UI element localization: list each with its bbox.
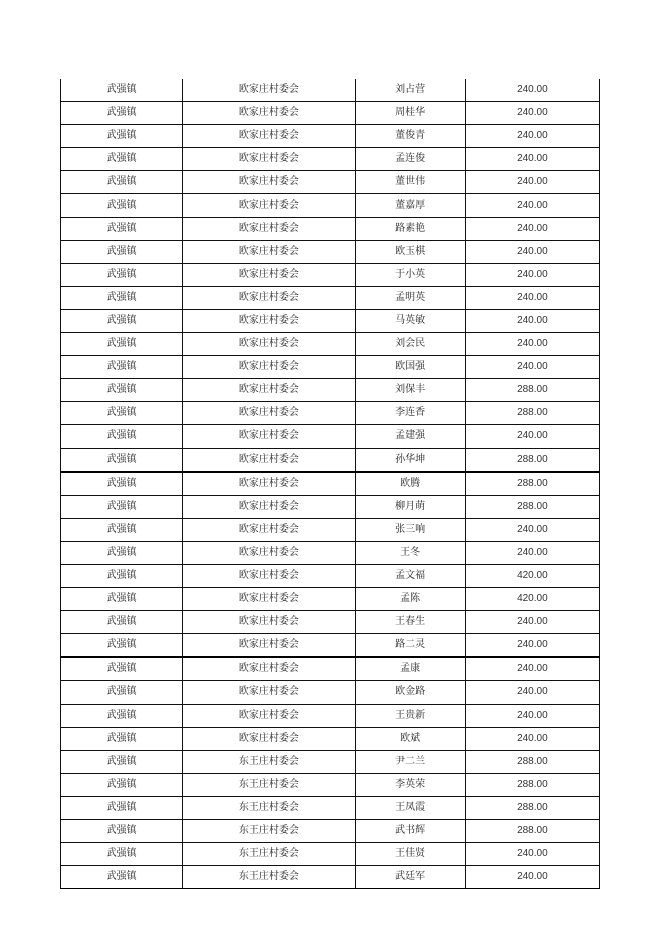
table-body (61, 79, 600, 889)
table-row (61, 425, 600, 448)
table-row (61, 125, 600, 148)
table-row (61, 843, 600, 866)
cell-name: 孟明英 (355, 286, 465, 309)
cell-name: 欧腾 (355, 472, 465, 496)
table-row (61, 171, 600, 194)
cell-committee: 东王庄村委会 (183, 750, 355, 773)
table-row (61, 102, 600, 125)
table-row (61, 148, 600, 171)
cell-committee: 欧家庄村委会 (183, 148, 355, 171)
cell-name: 欧斌 (355, 727, 465, 750)
cell-town: 武强镇 (61, 79, 183, 102)
cell-name: 王冬 (355, 541, 465, 564)
cell-committee: 欧家庄村委会 (183, 564, 355, 587)
cell-name: 于小英 (355, 263, 465, 286)
table-row (61, 263, 600, 286)
table-row (61, 541, 600, 564)
cell-amount: 240.00 (465, 309, 599, 332)
cell-committee: 欧家庄村委会 (183, 102, 355, 125)
cell-name: 刘占营 (355, 79, 465, 102)
cell-committee: 欧家庄村委会 (183, 79, 355, 102)
cell-amount: 288.00 (465, 472, 599, 496)
cell-town: 武强镇 (61, 356, 183, 379)
cell-committee: 欧家庄村委会 (183, 425, 355, 448)
cell-committee: 欧家庄村委会 (183, 495, 355, 518)
cell-name: 张三响 (355, 518, 465, 541)
cell-town: 武强镇 (61, 704, 183, 727)
cell-name: 李英荣 (355, 773, 465, 796)
cell-amount: 240.00 (465, 171, 599, 194)
cell-committee: 欧家庄村委会 (183, 125, 355, 148)
cell-amount: 240.00 (465, 194, 599, 217)
cell-amount: 420.00 (465, 588, 599, 611)
table-row (61, 333, 600, 356)
cell-name: 周桂华 (355, 102, 465, 125)
cell-town: 武强镇 (61, 750, 183, 773)
cell-name: 孙华坤 (355, 448, 465, 472)
cell-amount: 240.00 (465, 102, 599, 125)
cell-amount: 240.00 (465, 286, 599, 309)
cell-amount: 240.00 (465, 634, 599, 658)
table-row (61, 820, 600, 843)
cell-committee: 东王庄村委会 (183, 866, 355, 889)
cell-committee: 欧家庄村委会 (183, 704, 355, 727)
table-row (61, 773, 600, 796)
cell-town: 武强镇 (61, 518, 183, 541)
cell-town: 武强镇 (61, 286, 183, 309)
cell-town: 武强镇 (61, 333, 183, 356)
cell-committee: 欧家庄村委会 (183, 379, 355, 402)
cell-amount: 240.00 (465, 704, 599, 727)
cell-name: 武书辉 (355, 820, 465, 843)
cell-amount: 240.00 (465, 843, 599, 866)
cell-name: 王贵新 (355, 704, 465, 727)
table-row (61, 356, 600, 379)
cell-amount: 240.00 (465, 125, 599, 148)
cell-amount: 288.00 (465, 796, 599, 819)
cell-town: 武强镇 (61, 402, 183, 425)
cell-amount: 240.00 (465, 217, 599, 240)
cell-town: 武强镇 (61, 309, 183, 332)
cell-committee: 欧家庄村委会 (183, 217, 355, 240)
cell-name: 董世伟 (355, 171, 465, 194)
cell-town: 武强镇 (61, 564, 183, 587)
table-row (61, 309, 600, 332)
cell-committee: 欧家庄村委会 (183, 171, 355, 194)
cell-town: 武强镇 (61, 541, 183, 564)
cell-name: 王凤霞 (355, 796, 465, 819)
cell-town: 武强镇 (61, 843, 183, 866)
table-row (61, 727, 600, 750)
cell-name: 孟文福 (355, 564, 465, 587)
cell-amount: 288.00 (465, 402, 599, 425)
table-row (61, 564, 600, 587)
cell-name: 孟陈 (355, 588, 465, 611)
cell-name: 尹二兰 (355, 750, 465, 773)
cell-amount: 240.00 (465, 866, 599, 889)
cell-committee: 欧家庄村委会 (183, 657, 355, 681)
cell-committee: 欧家庄村委会 (183, 240, 355, 263)
cell-name: 柳月萌 (355, 495, 465, 518)
cell-name: 欧金路 (355, 681, 465, 704)
cell-amount: 240.00 (465, 79, 599, 102)
cell-amount: 288.00 (465, 750, 599, 773)
cell-amount: 420.00 (465, 564, 599, 587)
cell-amount: 240.00 (465, 657, 599, 681)
table-row (61, 704, 600, 727)
cell-name: 董嘉厚 (355, 194, 465, 217)
cell-town: 武强镇 (61, 217, 183, 240)
cell-amount: 288.00 (465, 820, 599, 843)
table-row (61, 240, 600, 263)
cell-committee: 东王庄村委会 (183, 843, 355, 866)
cell-amount: 240.00 (465, 518, 599, 541)
cell-amount: 288.00 (465, 495, 599, 518)
cell-name: 李连香 (355, 402, 465, 425)
cell-town: 武强镇 (61, 194, 183, 217)
allowance-table (60, 79, 600, 889)
cell-name: 欧国强 (355, 356, 465, 379)
cell-committee: 欧家庄村委会 (183, 286, 355, 309)
cell-town: 武强镇 (61, 102, 183, 125)
cell-name: 刘保丰 (355, 379, 465, 402)
cell-name: 王佳贤 (355, 843, 465, 866)
cell-committee: 欧家庄村委会 (183, 518, 355, 541)
table-row (61, 681, 600, 704)
cell-name: 路素艳 (355, 217, 465, 240)
cell-amount: 240.00 (465, 541, 599, 564)
cell-town: 武强镇 (61, 634, 183, 658)
cell-name: 欧玉棋 (355, 240, 465, 263)
cell-committee: 欧家庄村委会 (183, 472, 355, 496)
cell-town: 武强镇 (61, 472, 183, 496)
cell-name: 路二灵 (355, 634, 465, 658)
cell-committee: 欧家庄村委会 (183, 681, 355, 704)
cell-amount: 288.00 (465, 773, 599, 796)
cell-committee: 欧家庄村委会 (183, 588, 355, 611)
cell-town: 武强镇 (61, 611, 183, 634)
cell-amount: 240.00 (465, 611, 599, 634)
cell-committee: 欧家庄村委会 (183, 634, 355, 658)
cell-committee: 欧家庄村委会 (183, 611, 355, 634)
cell-town: 武强镇 (61, 588, 183, 611)
cell-amount: 288.00 (465, 379, 599, 402)
table-row (61, 217, 600, 240)
cell-town: 武强镇 (61, 681, 183, 704)
cell-town: 武强镇 (61, 495, 183, 518)
cell-town: 武强镇 (61, 379, 183, 402)
table-row (61, 472, 600, 496)
cell-town: 武强镇 (61, 171, 183, 194)
table-row (61, 194, 600, 217)
table-row (61, 286, 600, 309)
cell-committee: 欧家庄村委会 (183, 402, 355, 425)
cell-amount: 240.00 (465, 681, 599, 704)
cell-town: 武强镇 (61, 263, 183, 286)
cell-committee: 欧家庄村委会 (183, 727, 355, 750)
cell-town: 武强镇 (61, 866, 183, 889)
cell-name: 刘会民 (355, 333, 465, 356)
table-row (61, 402, 600, 425)
cell-amount: 240.00 (465, 727, 599, 750)
cell-amount: 240.00 (465, 333, 599, 356)
cell-amount: 288.00 (465, 448, 599, 472)
table-row (61, 518, 600, 541)
table-row (61, 634, 600, 658)
cell-amount: 240.00 (465, 356, 599, 379)
cell-committee: 东王庄村委会 (183, 773, 355, 796)
cell-town: 武强镇 (61, 773, 183, 796)
cell-committee: 欧家庄村委会 (183, 263, 355, 286)
cell-town: 武强镇 (61, 148, 183, 171)
cell-town: 武强镇 (61, 448, 183, 472)
cell-amount: 240.00 (465, 425, 599, 448)
table-row (61, 588, 600, 611)
cell-committee: 欧家庄村委会 (183, 448, 355, 472)
cell-name: 武廷军 (355, 866, 465, 889)
cell-name: 孟康 (355, 657, 465, 681)
cell-committee: 欧家庄村委会 (183, 541, 355, 564)
cell-amount: 240.00 (465, 148, 599, 171)
cell-name: 马英敏 (355, 309, 465, 332)
cell-name: 孟建强 (355, 425, 465, 448)
cell-amount: 240.00 (465, 263, 599, 286)
cell-committee: 东王庄村委会 (183, 820, 355, 843)
table-row (61, 866, 600, 889)
cell-town: 武强镇 (61, 820, 183, 843)
table-row (61, 796, 600, 819)
cell-amount: 240.00 (465, 240, 599, 263)
cell-town: 武强镇 (61, 657, 183, 681)
cell-name: 孟连俊 (355, 148, 465, 171)
cell-name: 王春生 (355, 611, 465, 634)
table-row (61, 495, 600, 518)
cell-committee: 东王庄村委会 (183, 796, 355, 819)
table-row (61, 79, 600, 102)
table-row (61, 448, 600, 472)
cell-committee: 欧家庄村委会 (183, 309, 355, 332)
cell-town: 武强镇 (61, 727, 183, 750)
table-row (61, 750, 600, 773)
table-row (61, 379, 600, 402)
cell-committee: 欧家庄村委会 (183, 333, 355, 356)
table-row (61, 657, 600, 681)
cell-town: 武强镇 (61, 240, 183, 263)
table-row (61, 611, 600, 634)
cell-name: 董俊青 (355, 125, 465, 148)
cell-town: 武强镇 (61, 796, 183, 819)
cell-town: 武强镇 (61, 125, 183, 148)
cell-committee: 欧家庄村委会 (183, 194, 355, 217)
cell-committee: 欧家庄村委会 (183, 356, 355, 379)
cell-town: 武强镇 (61, 425, 183, 448)
